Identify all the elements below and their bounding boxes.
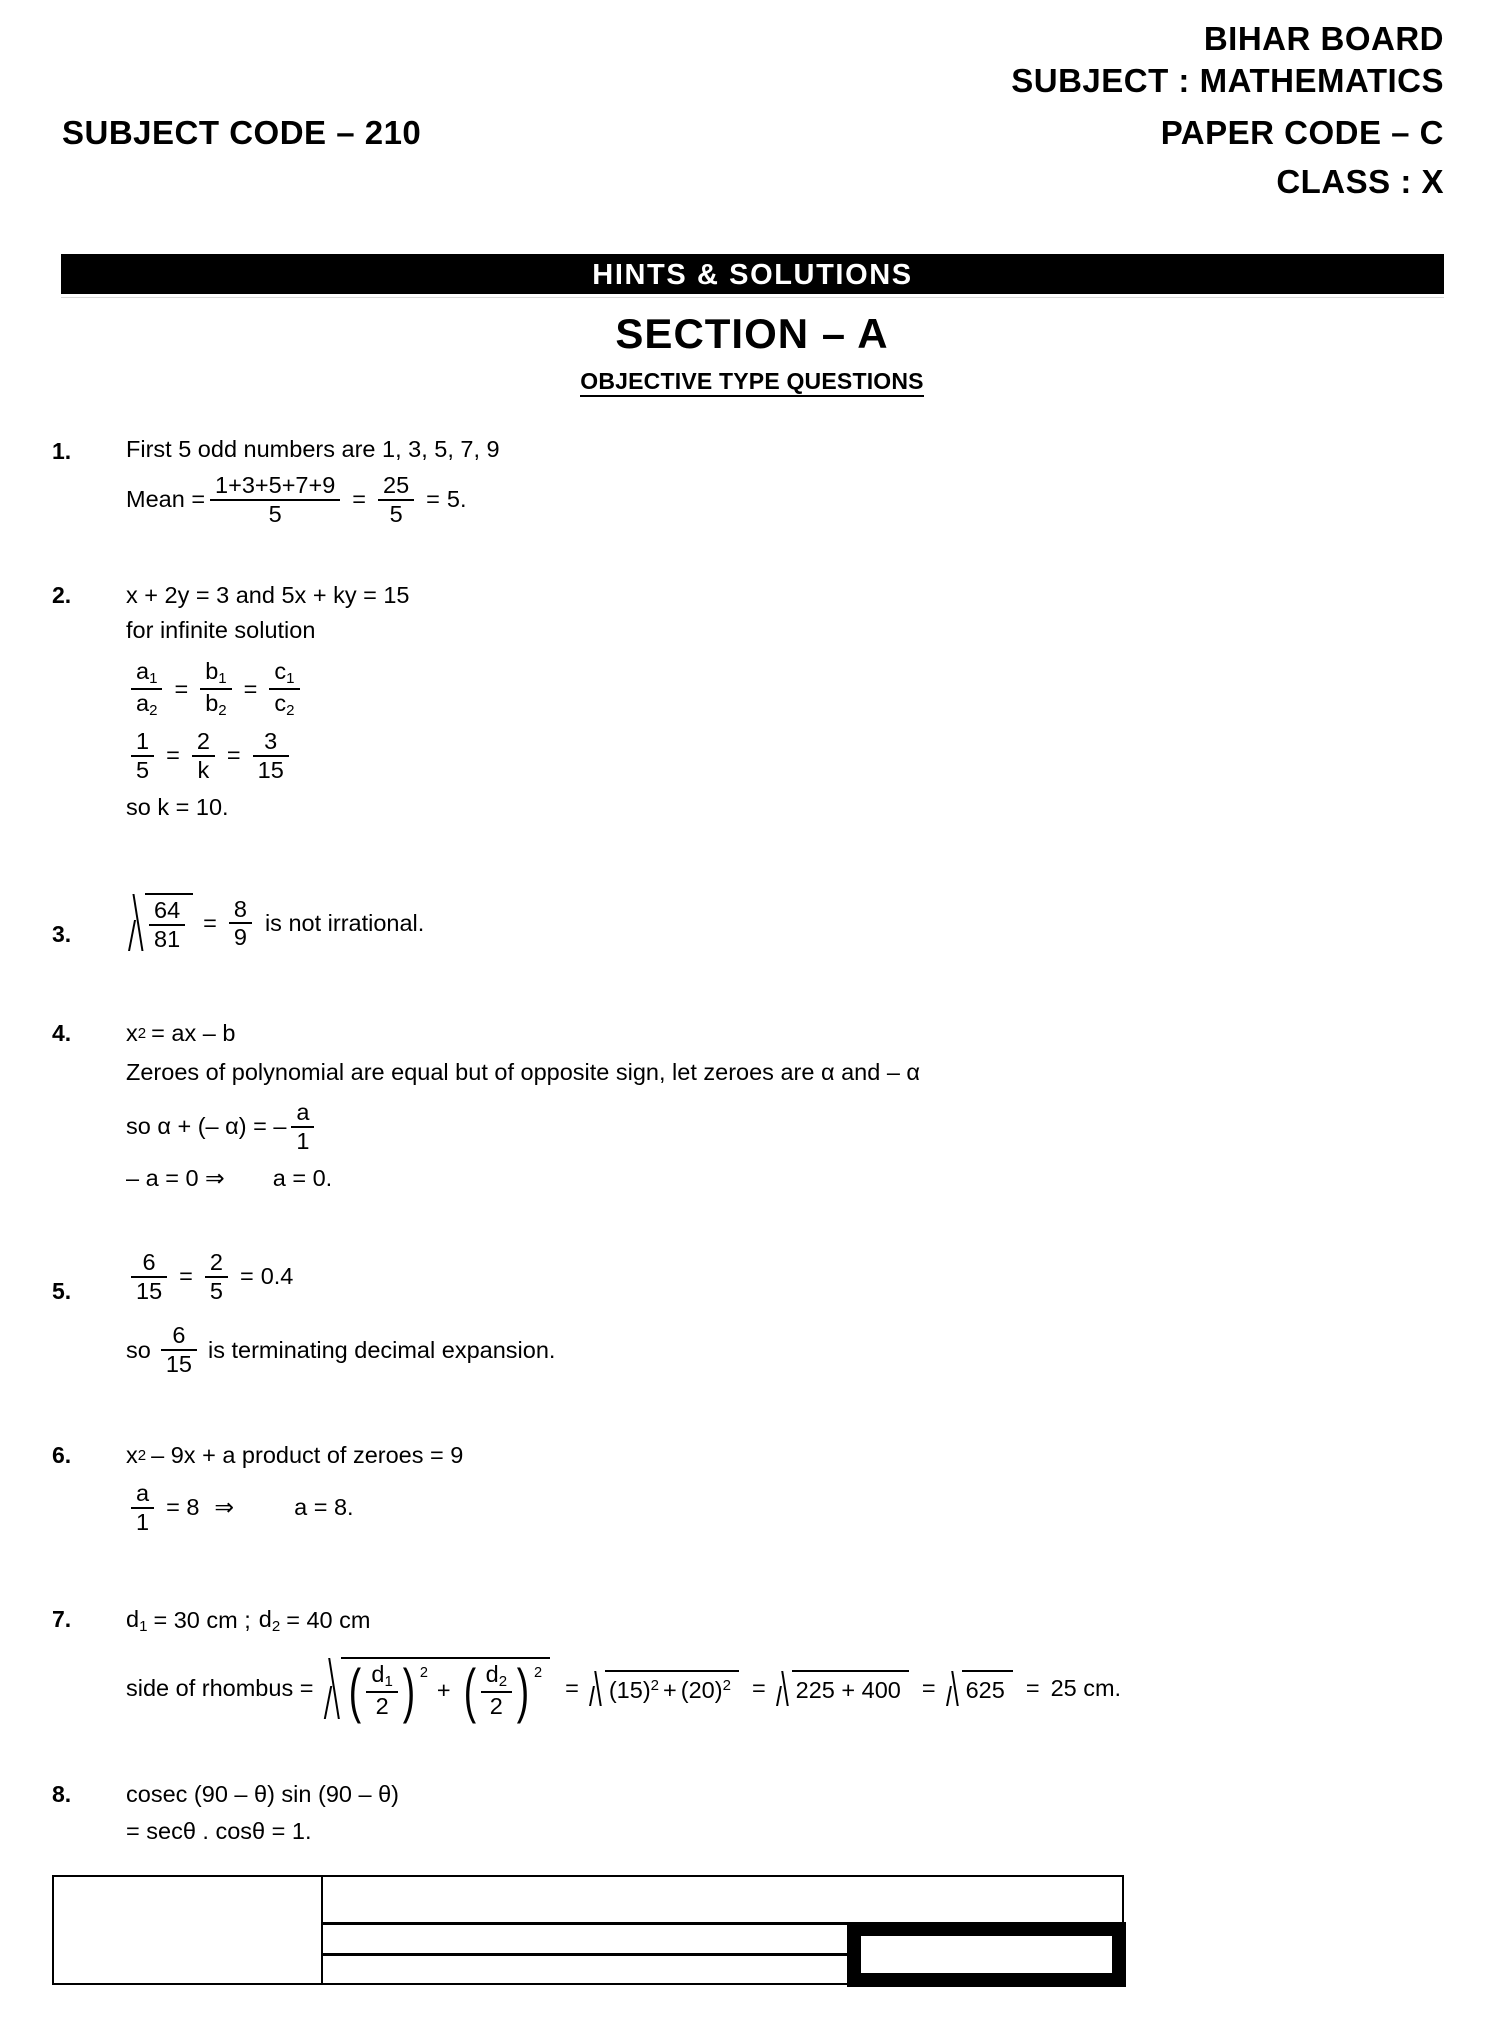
q2-frac-c xyxy=(269,659,299,719)
q7-d2-value: = 40 cm xyxy=(286,1607,371,1634)
q6-line-2 xyxy=(126,1481,463,1534)
q5-n1: 6 xyxy=(142,1249,156,1275)
question-2-body xyxy=(126,580,410,823)
q7-rhombus-equation xyxy=(126,1656,1122,1724)
q7-frac-d1-2 xyxy=(366,1662,397,1719)
q7-equals-2: = xyxy=(751,1675,766,1702)
footer-column-divider xyxy=(321,1877,323,1983)
q7-result: 25 cm. xyxy=(1050,1675,1122,1702)
q2-b2: $b_2$ xyxy=(205,690,227,720)
q7-t2-denominator: 2 xyxy=(489,1693,503,1720)
header-board-title: BIHAR BOARD xyxy=(1203,20,1444,57)
q5-line2-prefix: so xyxy=(126,1336,151,1363)
q7-frac-d2-2 xyxy=(481,1662,512,1719)
q7-t2-numerator: $d_2$ xyxy=(485,1661,508,1691)
q7-term-1 xyxy=(345,1656,428,1724)
q1-frac2-denominator: 5 xyxy=(389,500,403,527)
q3-frac-64-81 xyxy=(149,898,185,951)
question-3-body xyxy=(126,893,424,953)
q7-equals-4: = xyxy=(1025,1675,1040,1702)
q5-equals-2: = xyxy=(239,1263,254,1290)
q2-frac-3-15 xyxy=(253,729,289,782)
q6-line-1 xyxy=(126,1440,463,1471)
q2-frac-b xyxy=(200,659,231,719)
q6-frac-a-1 xyxy=(131,1481,154,1534)
q2-line-1 xyxy=(126,580,410,611)
q7-radicand-4: 625 xyxy=(962,1670,1013,1708)
q4-line1-rest: = ax – b xyxy=(151,1020,236,1046)
q7-sqrt-3 xyxy=(776,1670,909,1708)
question-6-number: 6. xyxy=(52,1442,72,1468)
q7-paren-left-1: ( xyxy=(349,1656,362,1724)
q7-d1-value: = 30 cm ; xyxy=(153,1607,251,1634)
q3-res-numerator: 8 xyxy=(233,895,247,922)
header-subject: SUBJECT : MATHEMATICS xyxy=(1011,62,1444,99)
q2-equals-1: = xyxy=(174,675,189,702)
q5-decimal-value: 0.4 xyxy=(260,1263,294,1290)
q4-line2-text: Zeroes of polynomial are equal but of opposite sign, let zeroes are α and – α xyxy=(126,1059,920,1086)
q7-plus-2: + xyxy=(663,1676,677,1703)
q4-x-base: x xyxy=(126,1020,138,1046)
banner-title: HINTS & SOLUTIONS xyxy=(592,259,913,291)
q7-15-term: $(15)^2$ xyxy=(608,1676,660,1703)
q7-equals-1: = xyxy=(565,1675,579,1702)
q7-radical-sign-1-icon xyxy=(325,1657,341,1721)
q3-tail-text: is not irrational. xyxy=(264,909,425,936)
question-4-body xyxy=(126,1018,920,1194)
question-4-number: 4. xyxy=(52,1020,72,1046)
q6-frac-denominator: 1 xyxy=(136,1508,150,1535)
q1-equals-1: = xyxy=(352,486,367,513)
q5-n2: 2 xyxy=(209,1249,223,1275)
q2-equals-2: = xyxy=(243,675,258,702)
q2-a2: $a_2$ xyxy=(136,690,158,720)
q5-line2-suffix: is terminating decimal expansion. xyxy=(207,1336,556,1363)
q3-equals: = xyxy=(203,909,217,936)
question-1-number: 1. xyxy=(52,438,72,464)
q3-res-denominator: 9 xyxy=(233,924,247,951)
q2-line-last xyxy=(126,792,410,823)
q4-line-3 xyxy=(126,1100,920,1153)
q4-line-2 xyxy=(126,1057,920,1088)
q4-frac-a-1 xyxy=(291,1100,314,1153)
q7-d2-symbol: $d_2$ xyxy=(258,1606,281,1636)
q5-d2: 5 xyxy=(209,1277,223,1304)
q7-20-term: $(20)^2$ xyxy=(680,1676,731,1703)
q2-frac-2-k xyxy=(192,729,215,782)
q3-radical-sign-icon xyxy=(129,893,145,953)
q2-d2: k xyxy=(197,756,210,783)
q2-frac-a xyxy=(131,659,162,719)
q2-c2: $c_2$ xyxy=(274,690,295,720)
q2-equals-3: = xyxy=(166,742,180,769)
q5-d1: 15 xyxy=(136,1277,163,1304)
q4-line4-result: a = 0. xyxy=(272,1165,333,1192)
q4-line-4 xyxy=(126,1163,920,1194)
q2-n1: 1 xyxy=(136,728,150,755)
q5-frac-6-15 xyxy=(131,1250,167,1303)
question-3-number: 3. xyxy=(52,921,72,947)
q2-c1: $c_1$ xyxy=(274,658,295,688)
footer-black-box xyxy=(847,1922,1126,1987)
q7-term-2 xyxy=(460,1656,543,1724)
q2-n2: 2 xyxy=(196,728,210,755)
question-5-body xyxy=(126,1250,555,1377)
q2-line1-text: x + 2y = 3 and 5x + ky = 15 xyxy=(126,582,410,608)
q7-paren-right-1: ) xyxy=(402,1656,416,1724)
q8-line2-text: = secθ . cosθ = 1. xyxy=(126,1818,312,1845)
hints-solutions-banner xyxy=(61,254,1444,294)
section-subtitle xyxy=(0,368,1504,395)
q6-implies-arrow-icon: ⇒ xyxy=(214,1494,235,1521)
question-8-number: 8. xyxy=(52,1781,72,1807)
q4-line4-left: – a = 0 ⇒ xyxy=(126,1165,225,1192)
q4-line3-prefix: so α + (– α) = – xyxy=(126,1113,287,1140)
q2-line-2 xyxy=(126,615,410,646)
q7-radical-sign-2-icon xyxy=(589,1670,605,1708)
q7-t1-numerator: $d_1$ xyxy=(371,1661,393,1691)
q7-line-1 xyxy=(126,1604,1121,1637)
header-paper-code: PAPER CODE – C xyxy=(1160,114,1444,151)
q7-t2-exponent: 2 xyxy=(534,1665,543,1682)
footer-table xyxy=(52,1875,1124,1985)
q4-frac-denominator: 1 xyxy=(296,1127,310,1154)
q1-line1-text: First 5 odd numbers are 1, 3, 5, 7, 9 xyxy=(126,436,500,462)
q2-a1: $a_1$ xyxy=(136,658,158,688)
q7-t1-exponent: 2 xyxy=(419,1665,428,1682)
q7-sqrt-1 xyxy=(325,1656,550,1724)
q1-fraction-25-5 xyxy=(378,473,414,526)
section-subtitle-text: OBJECTIVE TYPE QUESTIONS xyxy=(580,368,923,397)
q5-line-2 xyxy=(126,1323,555,1376)
question-1-body xyxy=(126,434,500,526)
q2-conclusion: so k = 10. xyxy=(126,794,229,821)
q7-paren-left-2: ( xyxy=(463,1656,476,1724)
question-5-number: 5. xyxy=(52,1278,72,1304)
q2-n3: 3 xyxy=(264,728,278,755)
header-class: CLASS : X xyxy=(1276,163,1444,200)
q7-t1-denominator: 2 xyxy=(375,1693,389,1720)
q3-rad-denominator: 81 xyxy=(154,925,181,952)
q1-frac1-denominator: 5 xyxy=(268,500,282,527)
q7-sqrt-4 xyxy=(946,1670,1013,1708)
q1-frac1-numerator: 1+3+5+7+9 xyxy=(215,472,336,499)
q5-frac-2-5 xyxy=(205,1250,228,1303)
question-2-number: 2. xyxy=(52,582,72,608)
q6-equals-8: = 8 xyxy=(166,1494,200,1521)
q1-result: 5. xyxy=(446,486,467,513)
q8-line1-text: cosec (90 – θ) sin (90 – θ) xyxy=(126,1781,399,1807)
q6-line1-rest: – 9x + a product of zeroes = 9 xyxy=(151,1442,464,1468)
footer-black-box-inner xyxy=(861,1936,1112,1973)
q5-frac-6-15-b xyxy=(161,1323,197,1376)
q5-line2-denominator: 15 xyxy=(165,1351,192,1378)
q7-paren-right-2: ) xyxy=(516,1656,530,1724)
question-7-body xyxy=(126,1604,1122,1724)
q7-d1-symbol: $d_1$ xyxy=(126,1606,148,1636)
q5-line-1 xyxy=(126,1250,555,1303)
q7-equals-3: = xyxy=(921,1675,936,1702)
q2-d3: 15 xyxy=(257,756,284,783)
q7-radicand-3: 225 + 400 xyxy=(792,1670,909,1708)
q3-radicand xyxy=(145,893,193,953)
q5-equals-1: = xyxy=(179,1263,193,1290)
q5-line2-numerator: 6 xyxy=(172,1322,186,1349)
question-6-body xyxy=(126,1440,463,1534)
q6-result: a = 8. xyxy=(294,1494,354,1521)
q3-frac-8-9 xyxy=(229,897,252,950)
q7-radicand-1 xyxy=(341,1656,550,1724)
question-8-body xyxy=(126,1779,399,1847)
section-title: SECTION – A xyxy=(615,310,889,357)
q3-sqrt xyxy=(129,893,193,953)
q4-line-1 xyxy=(126,1018,920,1049)
header-subject-code: SUBJECT CODE – 210 xyxy=(62,114,422,151)
q4-x-exponent: 2 xyxy=(137,1024,147,1042)
q7-radicand-2 xyxy=(605,1670,739,1708)
q3-rad-numerator: 64 xyxy=(154,897,181,923)
q2-frac-1-5 xyxy=(131,729,154,782)
q7-plus-1: + xyxy=(436,1676,451,1703)
q7-radical-sign-3-icon xyxy=(776,1670,792,1708)
q1-equals-2: = xyxy=(426,486,440,513)
q3-equation xyxy=(126,893,424,953)
banner-underline xyxy=(61,297,1444,298)
q6-x-exponent: 2 xyxy=(137,1446,147,1464)
question-7-number: 7. xyxy=(52,1606,72,1632)
q1-line-1 xyxy=(126,434,500,465)
q7-sqrt-2 xyxy=(589,1670,739,1708)
q8-line-1 xyxy=(126,1779,399,1810)
q1-mean-label: Mean = xyxy=(126,486,206,513)
q7-label: side of rhombus = xyxy=(126,1675,314,1702)
q2-ratio-values xyxy=(126,729,410,782)
q7-radical-sign-4-icon xyxy=(946,1670,962,1708)
q2-d1: 5 xyxy=(136,756,150,783)
q1-mean-equation xyxy=(126,473,500,526)
q2-equals-4: = xyxy=(226,742,241,769)
q2-line2-text: for infinite solution xyxy=(126,617,316,644)
q8-line-2 xyxy=(126,1816,399,1847)
q4-frac-numerator: a xyxy=(296,1099,310,1126)
q2-b1: $b_1$ xyxy=(205,658,227,688)
q1-fraction-sum xyxy=(210,473,340,526)
q6-frac-numerator: a xyxy=(136,1480,150,1507)
q1-frac2-numerator: 25 xyxy=(383,472,410,499)
q2-ratio-general xyxy=(126,659,410,719)
q6-x-base: x xyxy=(126,1442,138,1468)
